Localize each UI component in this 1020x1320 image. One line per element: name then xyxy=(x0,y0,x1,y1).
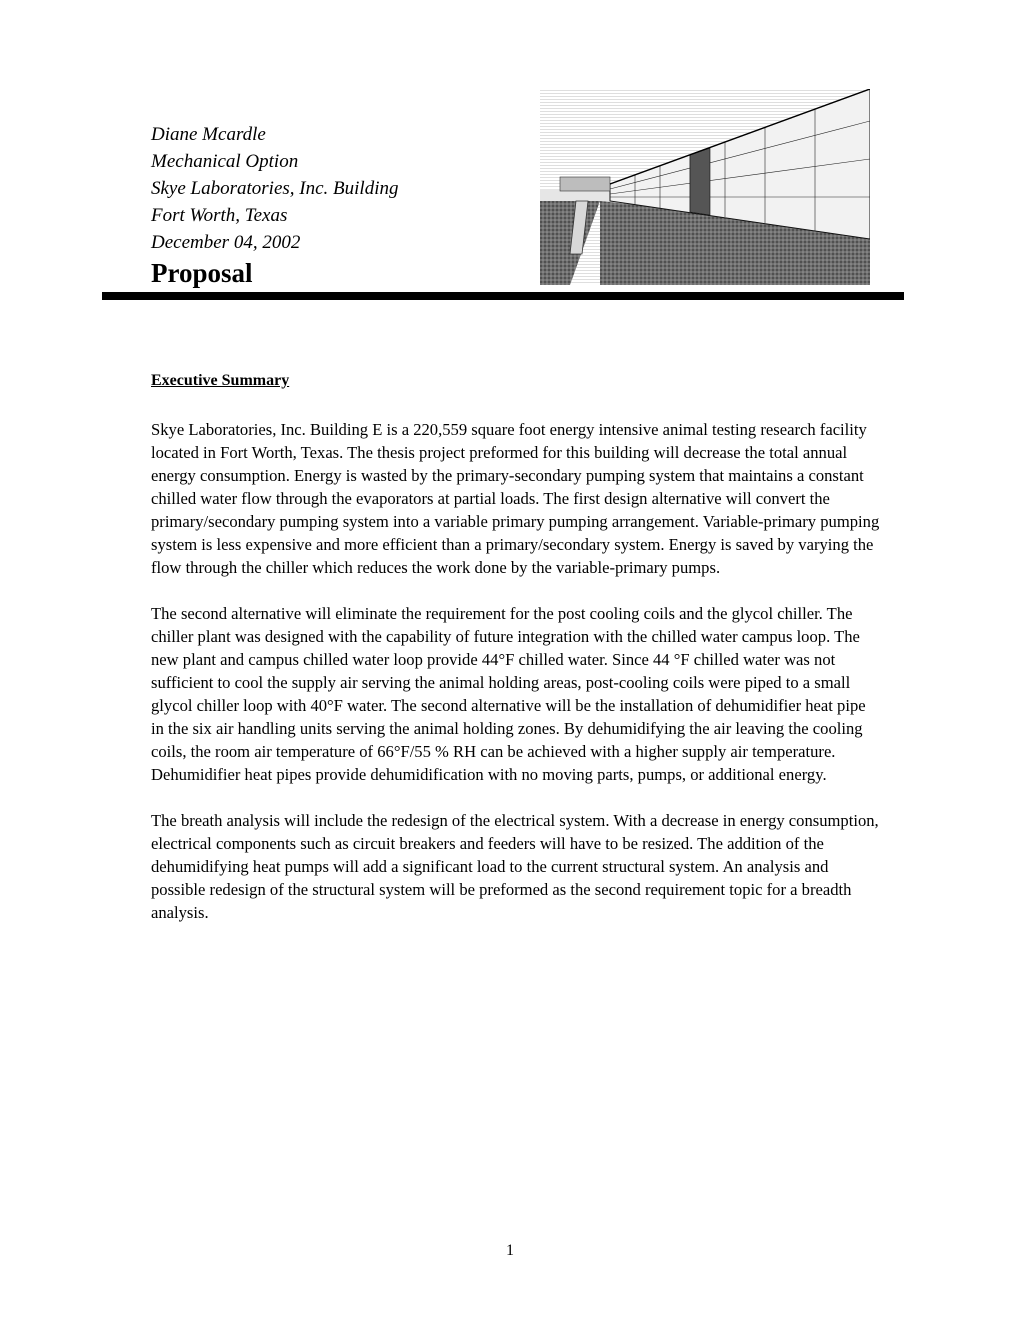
paragraph: The second alternative will eliminate the requirement for the post cooling coils and the glycol chiller. The chiller plant was designed with the capability of future integration with the chilled water campus loop. The new plant and campus chilled water loop provide 44°F chilled water. Since 44 °F chilled water was not sufficient to cool the supply air serving the animal holding areas, post-cooling coils were piped to a small glycol chiller loop with 40°F water. The second alternative will be the installation of dehumidifier heat pipe in the six air handling units serving the animal holding zones. By dehumidifying the air leaving the cooling coils, the room air temperature of 66°F/55 % RH can be achieved with a higher supply air temperature. Dehumidifier heat pipes provide dehumidification with no moving parts, pumps, or additional energy. xyxy=(151,604,866,784)
paragraph: The breath analysis will include the redesign of the electrical system. With a decrease in energy consumption, electrical components such as circuit breakers and feeders will have to be resized. The addition of the dehumidifying heat pumps will add a significant load to the current structural system. An analysis and possible redesign of the structural system will be preformed as the second requirement topic for a breadth analysis. xyxy=(151,811,879,922)
building-line: Skye Laboratories, Inc. Building xyxy=(151,178,399,199)
building-rendering-image xyxy=(540,89,870,285)
date-line: December 04, 2002 xyxy=(151,232,301,253)
location-line: Fort Worth, Texas xyxy=(151,205,288,226)
summary-body xyxy=(151,418,881,947)
section-heading: Executive Summary xyxy=(151,372,290,389)
paragraph: Skye Laboratories, Inc. Building E is a 220,559 square foot energy intensive animal testing research facility located in Fort Worth, Texas. The thesis project preformed for this building will decrease the total annual energy consumption. Energy is wasted by the primary-secondary pumping system that maintains a constant chilled water flow through the evaporators at partial loads. The first design alternative will convert the primary/secondary pumping system into a variable primary pumping arrangement. Variable-primary pumping system is less expensive and more efficient than a primary/secondary system. Energy is saved by varying the flow through the chiller which reduces the work done by the variable-primary pumps. xyxy=(151,420,880,577)
page-title: Proposal xyxy=(151,258,253,288)
option-line: Mechanical Option xyxy=(151,151,299,172)
header-block xyxy=(151,121,399,256)
author-name: Diane Mcardle xyxy=(151,124,266,145)
header-divider xyxy=(102,292,904,300)
page-number: 1 xyxy=(506,1242,514,1259)
